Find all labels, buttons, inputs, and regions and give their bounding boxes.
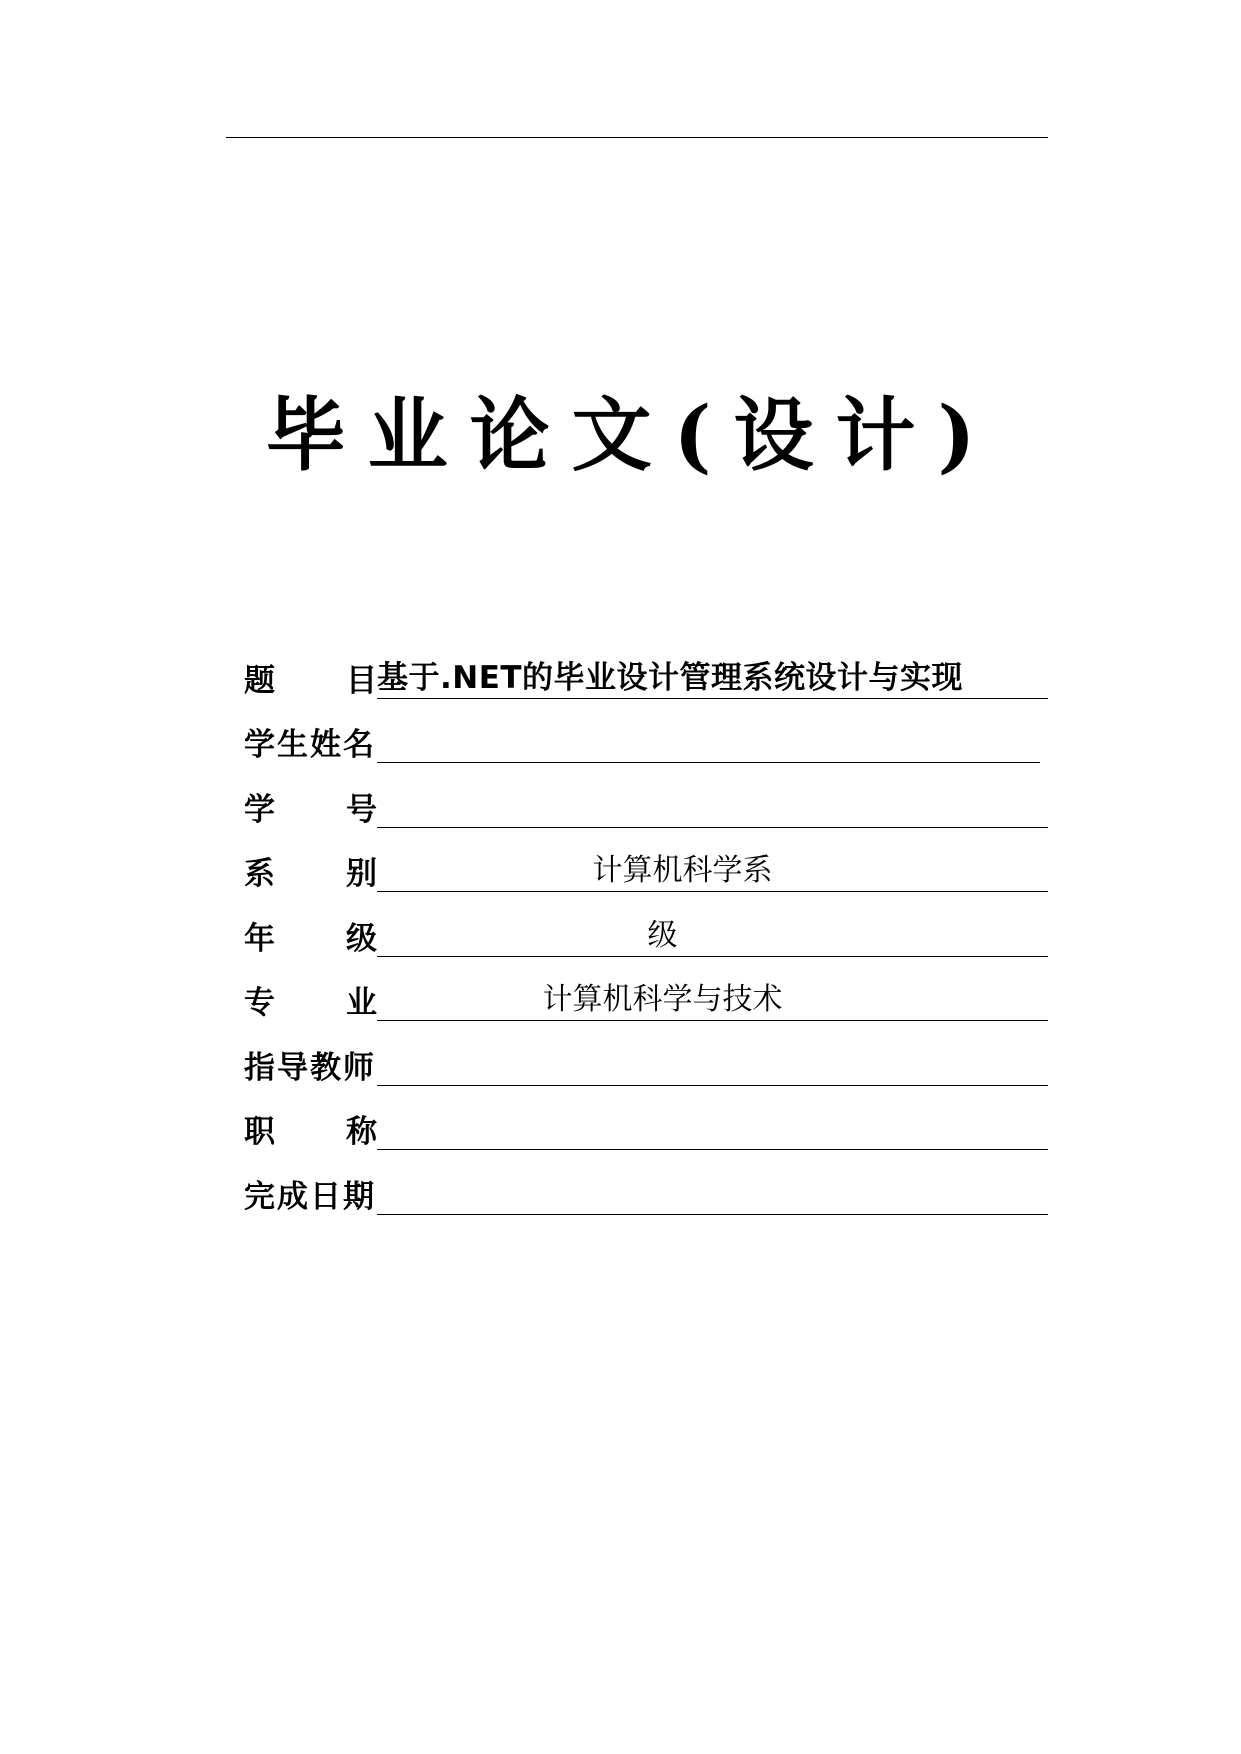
label-char: 题 — [244, 662, 275, 699]
form-row-student-id — [244, 769, 1048, 834]
grade-value: 级 — [647, 917, 678, 953]
department-field[interactable] — [377, 851, 1048, 892]
label-char: 业 — [346, 985, 377, 1021]
advisor-title-label — [244, 1112, 377, 1152]
department-value: 计算机科学系 — [592, 853, 773, 888]
label-char: 号 — [346, 791, 377, 828]
label-char: 称 — [346, 1114, 377, 1150]
label-char: 别 — [346, 856, 377, 892]
thesis-title-value: 基于.NET的毕业设计管理系统设计与实现 — [377, 659, 964, 696]
form-row-completion-date — [244, 1156, 1048, 1221]
grade-label — [244, 919, 377, 959]
label-char: 级 — [346, 920, 377, 957]
label-char: 职 — [244, 1114, 275, 1150]
form-row-advisor — [244, 1027, 1048, 1092]
student-name-label: 学生姓名 — [244, 727, 376, 763]
label-char: 学 — [244, 791, 275, 828]
form-row-student-name — [244, 705, 1048, 770]
header-rule — [226, 137, 1048, 138]
label-char: 年 — [244, 920, 275, 957]
major-value: 计算机科学与技术 — [542, 982, 783, 1017]
label-char: 系 — [244, 856, 275, 892]
student-name-field[interactable] — [377, 722, 1040, 763]
advisor-title-field[interactable] — [377, 1109, 1048, 1150]
form-row-grade — [244, 898, 1048, 963]
grade-field[interactable] — [377, 916, 1048, 957]
cover-info-form — [244, 640, 1048, 1221]
department-label — [244, 854, 377, 894]
thesis-title-label — [244, 661, 377, 701]
advisor-label: 指导教师 — [244, 1049, 376, 1086]
form-row-thesis-title — [244, 640, 1048, 705]
form-row-department — [244, 834, 1048, 899]
completion-date-field[interactable] — [377, 1174, 1048, 1215]
label-char: 专 — [244, 985, 275, 1021]
major-field[interactable] — [377, 980, 1048, 1021]
page-title: 毕业论文(设计) — [265, 388, 998, 482]
completion-date-label: 完成日期 — [244, 1178, 376, 1215]
thesis-title-field[interactable] — [377, 658, 1048, 699]
student-id-field[interactable] — [377, 787, 1048, 828]
advisor-field[interactable] — [377, 1045, 1048, 1086]
major-label — [244, 983, 377, 1023]
label-char: 目 — [346, 662, 377, 699]
form-row-advisor-title — [244, 1092, 1048, 1157]
form-row-major — [244, 963, 1048, 1028]
student-id-label — [244, 790, 377, 830]
